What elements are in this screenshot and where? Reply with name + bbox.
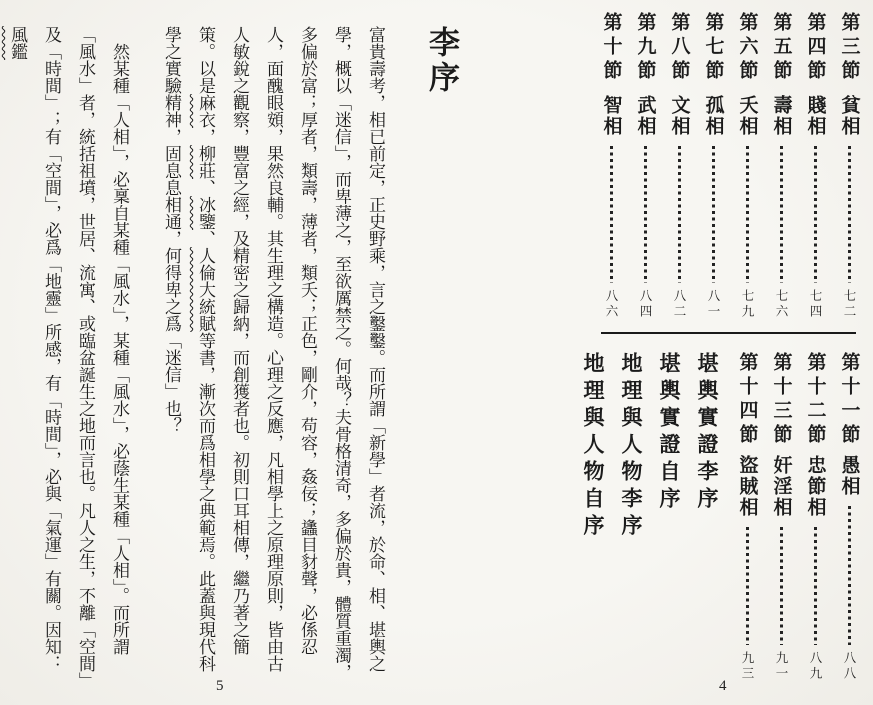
toc-page-number: 七九 (740, 289, 754, 320)
dotted-leader (712, 146, 715, 283)
dotted-leader (644, 146, 647, 283)
toc-header-item: 堪輿實證李序 (695, 352, 719, 514)
toc-section-label: 第五節 (770, 12, 792, 84)
preface-body (0, 26, 392, 686)
preface-paragraph: 富貴壽考，相已前定，正史野乘，言之鑿鑿。而所謂「新學」者流，於命、相、堪輿之學，概以「迷信」，而卑薄之，至欲厲禁之。何哉？夫骨格清奇，多偏於貴，體質重濁，多偏於富；厚者，類壽，薄者，類夭；正色，剛介，苟容，姦佞；蠭目豺聲，必係忍人，面醜眼頞，果然良輔。其生理之構造。心理之反應，凡相學上之原理原則，皆由古人敏銳之觀察，豐富之經，及精密之歸納，而創獲者也。初則口耳相傳，繼乃著之簡策。以是麻衣，柳莊、冰鑒、人倫大統賦等書，漸次而爲相學之典範焉。此蓋與現代科學之實驗精神，固息息相通，何得卑之爲「迷信」也？ (162, 26, 385, 681)
toc-entry-title: 文相 (668, 95, 690, 137)
dotted-leader (610, 146, 613, 283)
toc-section-label: 第七節 (702, 12, 724, 84)
toc-entry (836, 352, 862, 682)
toc-section-label: 第八節 (668, 12, 690, 84)
toc-entry (598, 12, 624, 320)
page-number-left: 5 (216, 678, 224, 694)
toc-bottom-block (574, 352, 862, 682)
toc-page-number: 八九 (808, 651, 822, 682)
toc-page-number: 八四 (638, 289, 652, 320)
toc-entry-title: 壽相 (770, 95, 792, 137)
dotted-leader (814, 527, 817, 645)
divider-line (601, 332, 856, 334)
toc-entry-title: 武相 (634, 95, 656, 137)
dotted-leader (780, 527, 783, 645)
toc-entry-title: 孤相 (702, 95, 724, 137)
toc-section-label: 第三節 (838, 12, 860, 84)
toc-entry (700, 12, 726, 320)
toc-page (560, 0, 873, 705)
dotted-leader (848, 506, 851, 645)
dotted-leader (780, 146, 783, 283)
dotted-leader (848, 146, 851, 283)
toc-header-item: 堪輿實證自序 (657, 352, 681, 514)
toc-entry (768, 12, 794, 320)
page-number-right: 4 (719, 678, 727, 694)
proper-noun-mark: 冰鑒 (196, 196, 215, 230)
toc-entry (802, 12, 828, 320)
toc-page-number: 九三 (740, 651, 754, 682)
toc-entry-title: 盜賊相 (736, 455, 758, 518)
toc-entry-title: 賤相 (804, 95, 826, 137)
toc-entry-title: 夭相 (736, 95, 758, 137)
proper-noun-mark: 麻衣 (196, 94, 215, 128)
toc-top-block (580, 12, 862, 320)
toc-entry (734, 12, 760, 320)
toc-entry (632, 12, 658, 320)
toc-entry-title: 貧相 (838, 95, 860, 137)
preface-vertical-text (8, 26, 464, 686)
toc-entry (836, 12, 862, 320)
toc-section-label: 第十四節 (736, 352, 758, 448)
dotted-leader (814, 146, 817, 283)
toc-entry-title: 忠節相 (804, 455, 826, 518)
toc-header-item: 地理與人物自序 (581, 352, 605, 541)
toc-section-headers (578, 352, 722, 682)
toc-section-label: 第四節 (804, 12, 826, 84)
toc-entry-title: 奸淫相 (770, 455, 792, 518)
toc-section-label: 第十節 (600, 12, 622, 84)
proper-noun-mark: 柳莊 (196, 145, 215, 179)
toc-entry-title: 愚相 (838, 455, 860, 497)
toc-entry (768, 352, 794, 682)
toc-page-number: 七四 (808, 289, 822, 320)
preface-paragraph: 然某種「人相」，必稟自某種「風水」，某種「風水」，必蔭生某種「人相」。而所謂「風水」者，統括祖墳，世居、流寓、或臨盆誕生之地而言也。凡人之生，不離「空間」及「時間」；有「空間」，必爲「地靈」所感，有「時間」，必與「氣運」有關。因知：風鑑 (8, 26, 129, 681)
toc-entry-title: 智相 (600, 95, 622, 137)
dotted-leader (746, 146, 749, 283)
toc-page-number: 九一 (774, 651, 788, 682)
proper-noun-mark: 風鑑 (8, 26, 27, 60)
toc-section-label: 第六節 (736, 12, 758, 84)
preface-title: 李序 (424, 26, 459, 96)
dotted-leader (746, 527, 749, 645)
preface-page (8, 26, 464, 688)
toc-section-label: 第十三節 (770, 352, 792, 448)
toc-entry (802, 352, 828, 682)
toc-page-number: 七二 (842, 289, 856, 320)
toc-entry (734, 352, 760, 682)
proper-noun-mark: 人倫大統賦 (196, 247, 215, 332)
toc-page-number: 八八 (842, 651, 856, 682)
toc-page-number: 八一 (706, 289, 720, 320)
dotted-leader (678, 146, 681, 283)
toc-entry (666, 12, 692, 320)
toc-section-label: 第九節 (634, 12, 656, 84)
toc-section-label: 第十一節 (838, 352, 860, 448)
toc-page-number: 七六 (774, 289, 788, 320)
toc-page-number: 八六 (604, 289, 618, 320)
toc-header-item: 地理與人物李序 (619, 352, 643, 541)
toc-page-number: 八二 (672, 289, 686, 320)
toc-bottom-entries (734, 352, 862, 682)
toc-section-label: 第十二節 (804, 352, 826, 448)
